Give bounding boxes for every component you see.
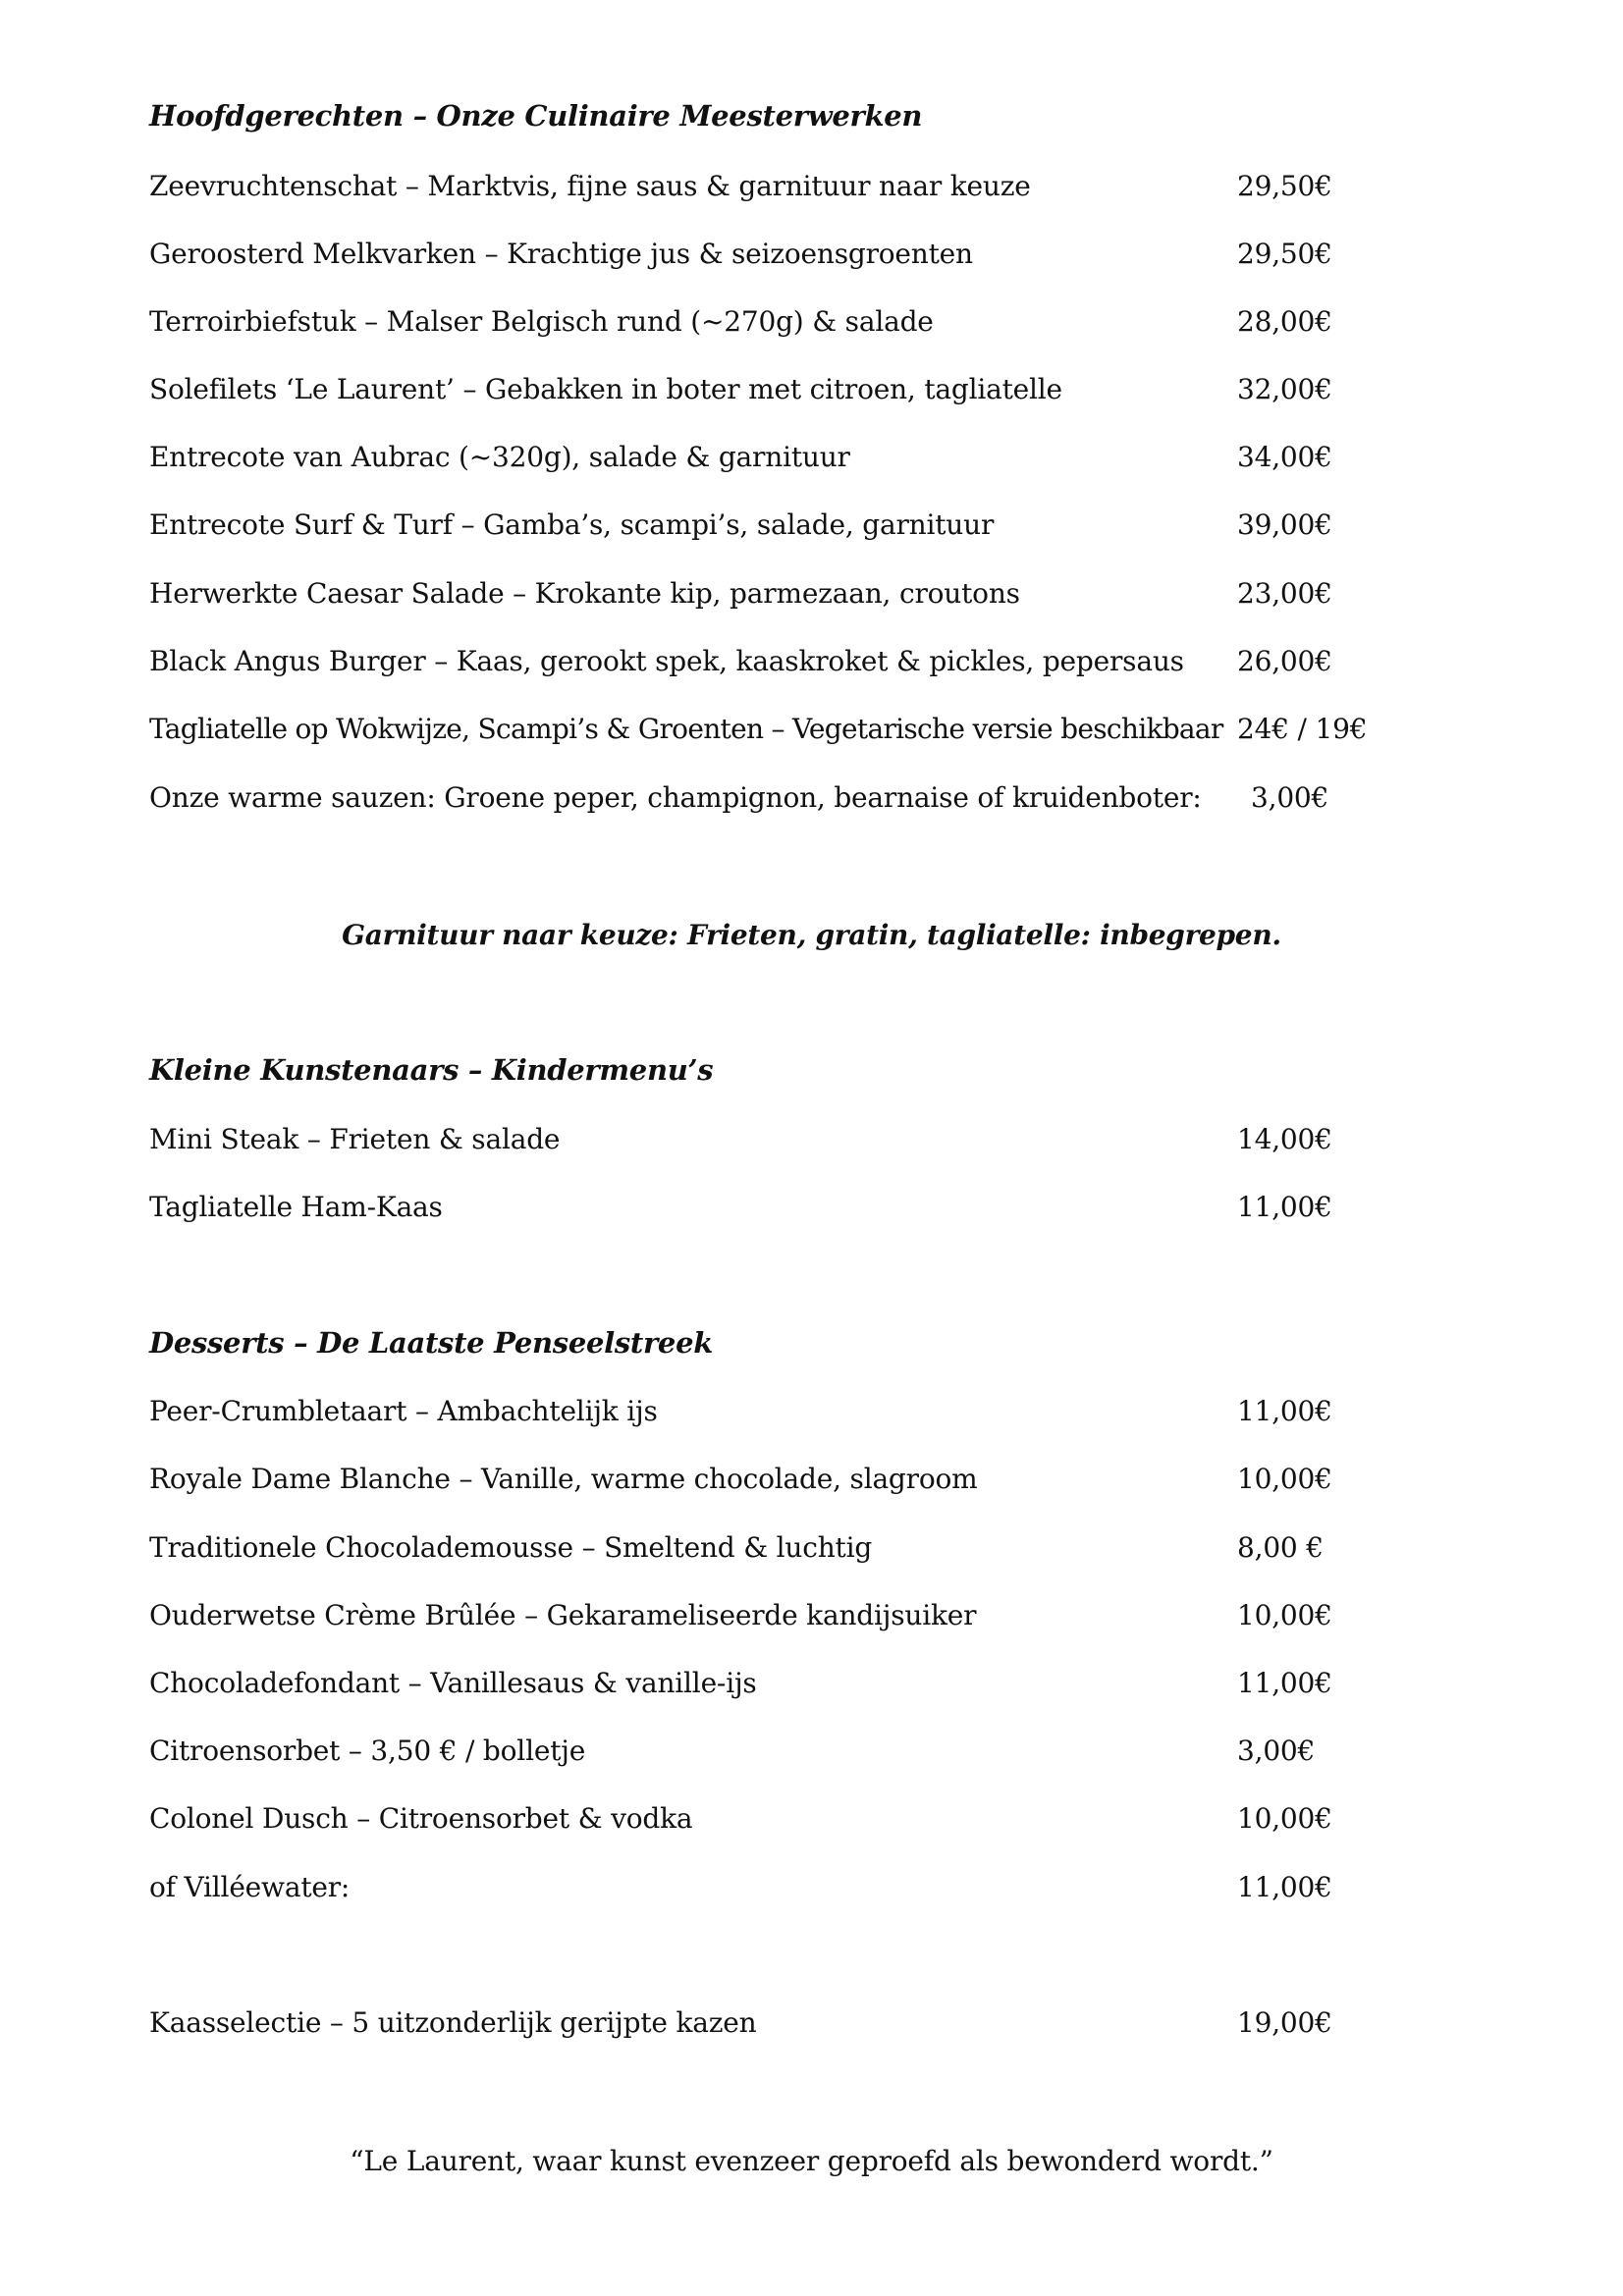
menu-item-name: of Villéewater: (149, 1871, 351, 1903)
menu-item-price: 8,00 € (1237, 1531, 1324, 1564)
menu-item-name: Royale Dame Blanche – Vanille, warme chocolade, slagroom (149, 1463, 978, 1495)
menu-item-row (149, 574, 1426, 614)
menu-item-row (149, 1732, 1426, 1771)
menu-item-price: 11,00€ (1237, 1395, 1332, 1427)
menu-item-name: Citroensorbet – 3,50 € / bolletje (149, 1735, 586, 1767)
menu-item-price: 29,50€ (1237, 238, 1332, 270)
menu-item-row (149, 1868, 1426, 1907)
menu-item-name: Black Angus Burger – Kaas, gerookt spek, kaaskroket & pickles, pepersaus (149, 645, 1184, 677)
menu-item-name: Entrecote Surf & Turf – Gamba’s, scampi’s, salade, garnituur (149, 508, 995, 541)
menu-item-price: 10,00€ (1237, 1599, 1332, 1631)
garnish-note: Garnituur naar keuze: Frieten, gratin, tagliatelle: inbegrepen. (342, 919, 1281, 951)
menu-item-name: Tagliatelle Ham-Kaas (149, 1191, 443, 1223)
menu-item-row (149, 235, 1426, 274)
menu-item-price: 34,00€ (1237, 441, 1332, 473)
menu-item-row (149, 370, 1426, 409)
menu-item-price: 11,00€ (1237, 1191, 1332, 1223)
menu-item-name: Solefilets ‘Le Laurent’ – Gebakken in boter met citroen, tagliatelle (149, 373, 1062, 405)
menu-item-price: 14,00€ (1237, 1123, 1332, 1155)
menu-item-row (149, 1188, 1426, 1227)
sauce-name: Onze warme sauzen: Groene peper, champignon, bearnaise of kruidenboter: (149, 781, 1202, 814)
menu-item-row (149, 1392, 1426, 1431)
menu-item-name: Entrecote van Aubrac (~320g), salade & garnituur (149, 441, 850, 473)
desserts-heading: Desserts – De Laatste Penseelstreek (149, 1326, 714, 1360)
menu-item-row (149, 438, 1426, 477)
menu-item-price: 32,00€ (1237, 373, 1332, 405)
footer-quote: “Le Laurent, waar kunst evenzeer geproefd als bewonderd wordt.” (350, 2145, 1273, 2177)
kids-menu-heading: Kleine Kunstenaars – Kindermenu’s (149, 1053, 714, 1087)
menu-item-name: Peer-Crumbletaart – Ambachtelijk ijs (149, 1395, 658, 1427)
menu-item-price: 24€ / 19€ (1237, 713, 1368, 745)
menu-item-name: Ouderwetse Crème Brûlée – Gekarameliseerde kandijsuiker (149, 1599, 977, 1631)
menu-item-name: Herwerkte Caesar Salade – Krokante kip, parmezaan, croutons (149, 577, 1020, 610)
menu-item-name: Traditionele Chocolademousse – Smeltend & luchtig (149, 1531, 873, 1564)
menu-item-price: 10,00€ (1237, 1463, 1332, 1495)
menu-item-row (149, 1120, 1426, 1159)
menu-item-name: Mini Steak – Frieten & salade (149, 1123, 561, 1155)
menu-item-price: 3,00€ (1237, 1735, 1316, 1767)
menu-item-price: 23,00€ (1237, 577, 1332, 610)
menu-item-price: 11,00€ (1237, 1667, 1332, 1699)
menu-item-price: 26,00€ (1237, 645, 1332, 677)
menu-item-row (149, 167, 1426, 206)
menu-item-name: Zeevruchtenschat – Marktvis, fijne saus & garnituur naar keuze (149, 170, 1031, 202)
menu-item-name: Terroirbiefstuk – Malser Belgisch rund (~270g) & salade (149, 305, 934, 338)
menu-item-row (149, 1664, 1426, 1703)
menu-item-row (149, 1460, 1426, 1499)
cheese-row (149, 2003, 1426, 2043)
menu-item-price: 10,00€ (1237, 1802, 1332, 1835)
menu-item-row (149, 642, 1426, 681)
menu-item-name: Tagliatelle op Wokwijze, Scampi’s & Groenten – Vegetarische versie beschikbaar (149, 713, 1223, 745)
cheese-name: Kaasselectie – 5 uitzonderlijk gerijpte kazen (149, 2006, 757, 2039)
sauce-price: 3,00€ (1251, 781, 1329, 814)
menu-item-name: Colonel Dusch – Citroensorbet & vodka (149, 1802, 693, 1835)
menu-item-row (149, 1528, 1426, 1568)
menu-item-name: Chocoladefondant – Vanillesaus & vanille-ijs (149, 1667, 757, 1699)
menu-item-row (149, 506, 1426, 545)
menu-item-row (149, 1799, 1426, 1839)
cheese-price: 19,00€ (1237, 2006, 1332, 2039)
menu-item-row (149, 1596, 1426, 1635)
menu-item-row (149, 710, 1426, 749)
menu-item-price: 29,50€ (1237, 170, 1332, 202)
menu-item-price: 39,00€ (1237, 508, 1332, 541)
main-courses-heading: Hoofdgerechten – Onze Culinaire Meesterwerken (149, 99, 923, 133)
menu-item-price: 11,00€ (1237, 1871, 1332, 1903)
sauce-row (149, 778, 1426, 818)
menu-item-price: 28,00€ (1237, 305, 1332, 338)
menu-item-name: Geroosterd Melkvarken – Krachtige jus & seizoensgroenten (149, 238, 973, 270)
menu-item-row (149, 302, 1426, 342)
